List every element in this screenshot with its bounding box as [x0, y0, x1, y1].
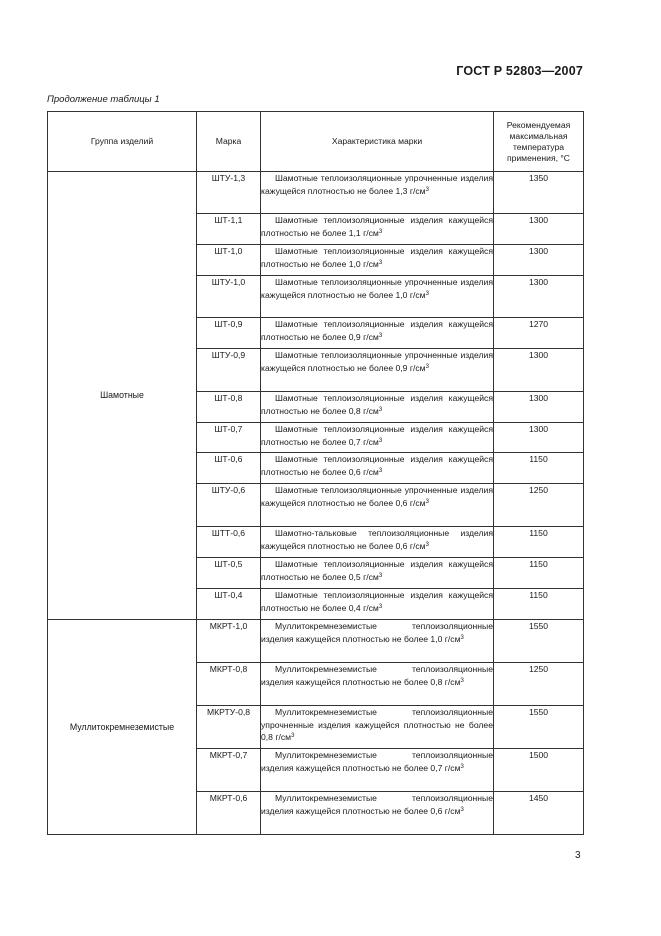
unit-exponent: 3: [378, 467, 383, 474]
characteristic-text: Шамотно-тальковые теплоизоляционные изделия кажущейся плотностью не более 0,6 г/см: [261, 528, 493, 551]
characteristic-text: Шамотные теплоизоляционные изделия кажущейся плотностью не более 1,0 г/см: [261, 246, 493, 269]
unit-exponent: 3: [378, 437, 383, 444]
characteristic-cell: [261, 527, 494, 558]
mark-cell: МКРТУ-0,8: [197, 706, 261, 749]
temperature-cell: 1150: [494, 453, 584, 484]
mark-cell: ШТ-1,1: [197, 214, 261, 245]
characteristic-text: Шамотные теплоизоляционные упрочненные изделия кажущейся плотностью не более 1,0 г/см: [261, 277, 493, 300]
characteristic-cell: [261, 663, 494, 706]
unit-exponent: 3: [460, 677, 464, 684]
characteristic-cell: [261, 749, 494, 792]
characteristic-text: Шамотные теплоизоляционные изделия кажущейся плотностью не более 1,1 г/см: [261, 215, 493, 238]
characteristic-cell: [261, 349, 494, 392]
characteristic-cell: [261, 484, 494, 527]
unit-exponent: 3: [460, 763, 464, 770]
temperature-cell: 1500: [494, 749, 584, 792]
temperature-cell: 1270: [494, 318, 584, 349]
temperature-cell: 1550: [494, 706, 584, 749]
unit-exponent: 3: [378, 603, 383, 610]
characteristic-cell: [261, 706, 494, 749]
characteristic-text: Муллитокремнеземистые теплоизоляционные изделия кажущейся плотностью не более 0,8 г/см: [261, 664, 493, 687]
temperature-cell: 1550: [494, 620, 584, 663]
mark-cell: ШТ-0,7: [197, 423, 261, 453]
page-number: 3: [575, 850, 581, 861]
characteristic-cell: [261, 245, 494, 276]
temperature-cell: 1450: [494, 792, 584, 835]
mark-cell: ШТ-1,0: [197, 245, 261, 276]
table-row: [48, 172, 584, 214]
document-standard-header: ГОСТ Р 52803—2007: [456, 64, 583, 78]
unit-exponent: 3: [460, 634, 464, 641]
mark-cell: ШТУ-1,3: [197, 172, 261, 214]
unit-exponent: 3: [425, 186, 429, 193]
unit-exponent: 3: [460, 806, 464, 813]
table-body: [48, 172, 584, 835]
mark-cell: ШТ-0,6: [197, 453, 261, 484]
characteristic-text: Шамотные теплоизоляционные изделия кажущейся плотностью не более 0,4 г/см: [261, 590, 493, 613]
temperature-cell: 1150: [494, 558, 584, 589]
characteristic-text: Шамотные теплоизоляционные упрочненные изделия кажущейся плотностью не более 0,9 г/см: [261, 350, 493, 373]
specification-table: [47, 111, 584, 835]
product-group-cell: Шамотные: [48, 172, 197, 620]
characteristic-text: Шамотные теплоизоляционные изделия кажущейся плотностью не более 0,6 г/см: [261, 454, 493, 477]
characteristic-cell: [261, 620, 494, 663]
mark-cell: МКРТ-0,7: [197, 749, 261, 792]
temperature-cell: 1350: [494, 172, 584, 214]
temperature-cell: 1250: [494, 484, 584, 527]
mark-cell: ШТ-0,4: [197, 589, 261, 620]
table-caption: Продолжение таблицы 1: [47, 94, 160, 105]
characteristic-text: Шамотные теплоизоляционные изделия кажущейся плотностью не более 0,5 г/см: [261, 559, 493, 582]
temperature-cell: 1150: [494, 527, 584, 558]
unit-exponent: 3: [291, 733, 295, 739]
characteristic-text: Муллитокремнеземистые теплоизоляционные упрочненные изделия кажущейся плотностью не более 0,8 г/см: [261, 707, 493, 742]
unit-exponent: 3: [378, 332, 383, 339]
mark-cell: ШТУ-0,9: [197, 349, 261, 392]
unit-exponent: 3: [425, 363, 429, 370]
characteristic-cell: [261, 453, 494, 484]
unit-exponent: 3: [378, 259, 383, 266]
product-group-cell: Муллитокремнеземистые: [48, 620, 197, 835]
temperature-cell: 1150: [494, 589, 584, 620]
characteristic-text: Шамотные теплоизоляционные изделия кажущейся плотностью не более 0,7 г/см: [261, 424, 493, 447]
characteristic-cell: [261, 172, 494, 214]
characteristic-text: Шамотные теплоизоляционные упрочненные изделия кажущейся плотностью не более 1,3 г/см: [261, 173, 493, 196]
temperature-cell: 1250: [494, 663, 584, 706]
temperature-cell: 1300: [494, 392, 584, 423]
characteristic-cell: [261, 558, 494, 589]
characteristic-cell: [261, 423, 494, 453]
temperature-cell: 1300: [494, 214, 584, 245]
temperature-cell: 1300: [494, 349, 584, 392]
mark-cell: МКРТ-1,0: [197, 620, 261, 663]
mark-cell: ШТУ-1,0: [197, 276, 261, 318]
characteristic-cell: [261, 214, 494, 245]
characteristic-cell: [261, 792, 494, 835]
column-header-characteristic: Характеристика марки: [261, 112, 494, 172]
characteristic-cell: [261, 276, 494, 318]
mark-cell: ШТ-0,5: [197, 558, 261, 589]
characteristic-text: Шамотные теплоизоляционные упрочненные изделия кажущейся плотностью не более 0,6 г/см: [261, 485, 493, 508]
mark-cell: МКРТ-0,8: [197, 663, 261, 706]
characteristic-text: Шамотные теплоизоляционные изделия кажущейся плотностью не более 0,8 г/см: [261, 393, 493, 416]
table-header: [48, 112, 584, 172]
unit-exponent: 3: [425, 498, 429, 505]
unit-exponent: 3: [425, 541, 429, 548]
unit-exponent: 3: [425, 290, 429, 297]
unit-exponent: 3: [378, 228, 383, 235]
unit-exponent: 3: [378, 406, 383, 413]
temperature-cell: 1300: [494, 423, 584, 453]
characteristic-cell: [261, 392, 494, 423]
characteristic-text: Муллитокремнеземистые теплоизоляционные изделия кажущейся плотностью не более 0,6 г/см: [261, 793, 493, 816]
characteristic-text: Шамотные теплоизоляционные изделия кажущейся плотностью не более 0,9 г/см: [261, 319, 493, 342]
mark-cell: МКРТ-0,6: [197, 792, 261, 835]
mark-cell: ШТ-0,9: [197, 318, 261, 349]
characteristic-text: Муллитокремнеземистые теплоизоляционные изделия кажущейся плотностью не более 0,7 г/см: [261, 750, 493, 773]
unit-exponent: 3: [378, 572, 383, 579]
characteristic-text: Муллитокремнеземистые теплоизоляционные изделия кажущейся плотностью не более 1,0 г/см: [261, 621, 493, 644]
column-header-max-temperature: Рекомендуемая максимальная температура применения, °C: [494, 112, 584, 172]
mark-cell: ШТ-0,8: [197, 392, 261, 423]
column-header-group: Группа изделий: [48, 112, 197, 172]
temperature-cell: 1300: [494, 276, 584, 318]
table-row: [48, 620, 584, 663]
characteristic-cell: [261, 589, 494, 620]
temperature-cell: 1300: [494, 245, 584, 276]
characteristic-cell: [261, 318, 494, 349]
mark-cell: ШТТ-0,6: [197, 527, 261, 558]
mark-cell: ШТУ-0,6: [197, 484, 261, 527]
column-header-mark: Марка: [197, 112, 261, 172]
